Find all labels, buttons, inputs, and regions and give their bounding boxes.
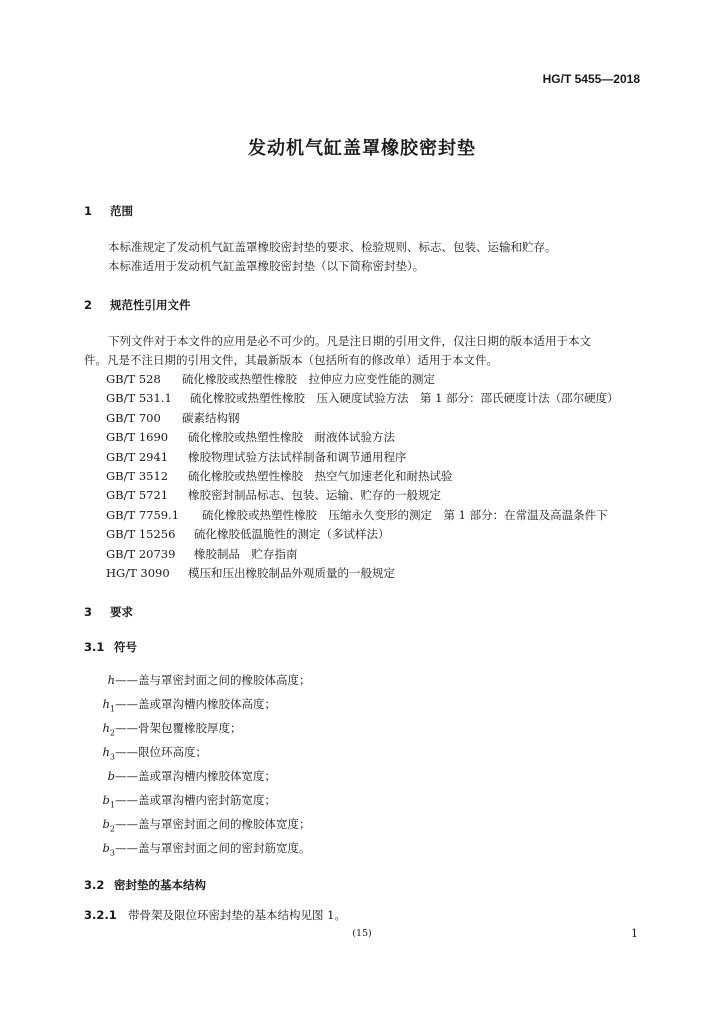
symbol-item	[84, 671, 656, 695]
symbol-item	[84, 767, 656, 791]
section-2-heading	[84, 297, 656, 313]
reference-item	[84, 428, 656, 447]
reference-title: 硫化橡胶或热塑性橡胶 耐液体试验方法	[188, 430, 395, 445]
symbol-item	[84, 719, 656, 743]
section-title: 规范性引用文件	[110, 298, 191, 312]
section-number: 3.2.1	[84, 907, 117, 922]
reference-code: HG/T 3090	[106, 566, 170, 581]
page-number: 1	[631, 927, 638, 940]
reference-item	[84, 448, 656, 467]
document-title: 发动机气缸盖罩橡胶密封垫	[248, 138, 476, 159]
reference-title: 橡胶物理试验方法试样制备和调节通用程序	[188, 449, 407, 464]
symbol-description: ——盖与罩密封面之间的橡胶体宽度；	[115, 816, 311, 831]
reference-item	[84, 506, 656, 525]
section-number: 2	[84, 298, 93, 312]
reference-title: 硫化橡胶或热塑性橡胶 压缩永久变形的测定 第 1 部分：在常温及高温条件下	[202, 507, 608, 522]
symbol-description: ——限位环高度；	[115, 745, 207, 760]
reference-item	[84, 409, 656, 428]
reference-code: GB/T 2941	[106, 449, 169, 464]
reference-code: GB/T 20739	[106, 546, 176, 561]
symbol-list	[84, 671, 656, 862]
reference-title: 硫化橡胶或热塑性橡胶 压入硬度试验方法 第 1 部分：邵氏硬度计法（邵尔硬度）	[190, 391, 619, 406]
symbol: $h_1$	[102, 697, 115, 714]
page-footer-number: (15)	[352, 928, 372, 939]
reference-title: 硫化橡胶或热塑性橡胶 拉伸应力应变性能的测定	[182, 372, 435, 386]
reference-title: 橡胶制品 贮存指南	[194, 546, 298, 561]
scope-paragraph-2: 本标准适用于发动机气缸盖罩橡胶密封垫（以下简称密封垫）。	[108, 259, 425, 273]
section-1-heading	[84, 203, 656, 219]
reference-item	[84, 467, 656, 486]
symbol: $b_2$	[102, 816, 115, 834]
reference-item	[84, 370, 656, 389]
symbol-item	[84, 791, 656, 815]
section-title: 密封垫的基本结构	[114, 877, 206, 892]
reference-code: GB/T 15256	[106, 527, 176, 542]
section-title: 符号	[114, 640, 137, 655]
symbol-item	[84, 743, 656, 767]
reference-code: GB/T 528	[106, 372, 161, 386]
reference-title: 碳素结构钢	[182, 410, 240, 425]
reference-code: GB/T 3512	[106, 469, 169, 484]
reference-title: 硫化橡胶低温脆性的测定（多试样法）	[194, 527, 390, 542]
symbol-description: ——盖或罩沟槽内密封筋宽度；	[115, 792, 276, 807]
reference-code: GB/T 1690	[106, 430, 169, 445]
section-text: 带骨架及限位环密封垫的基本结构见图 1。	[128, 907, 346, 922]
symbol: $b_1$	[102, 792, 115, 810]
section-3-2-1	[84, 907, 656, 923]
document-body	[84, 203, 656, 923]
symbol: $h_3$	[102, 745, 115, 762]
reference-item	[84, 545, 656, 564]
symbol-item	[84, 839, 656, 863]
symbol: b	[107, 769, 115, 784]
scope-paragraph-1: 本标准规定了发动机气缸盖罩橡胶密封垫的要求、检验规则、标志、包装、运输和贮存。	[108, 240, 557, 254]
reference-item	[84, 389, 656, 408]
symbol: $b_3$	[102, 840, 115, 857]
section-title: 要求	[110, 605, 133, 620]
symbol: h	[107, 673, 115, 688]
reference-list	[84, 370, 656, 583]
symbol-description: ——盖与罩密封面之间的密封筋宽度。	[115, 840, 311, 855]
reference-code: GB/T 531.1	[106, 391, 172, 406]
symbol-item	[84, 695, 656, 719]
section-3-2-heading	[84, 877, 656, 893]
section-3-heading	[84, 604, 656, 620]
section-number: 1	[84, 204, 93, 218]
section-3-1-heading	[84, 639, 656, 655]
section-number: 3	[84, 605, 93, 620]
standard-code: HG/T 5455—2018	[542, 72, 640, 86]
reference-title: 模压和压出橡胶制品外观质量的一般规定	[188, 566, 395, 581]
reference-title: 橡胶密封制品标志、包装、运输、贮存的一般规定	[188, 488, 441, 503]
symbol-item	[84, 815, 656, 839]
section-number: 3.1	[84, 640, 105, 655]
section-number: 3.2	[84, 877, 105, 892]
reference-item	[84, 486, 656, 505]
symbol-description: ——骨架包覆橡胶厚度；	[115, 721, 242, 736]
symbol-description: ——盖或罩沟槽内橡胶体高度；	[115, 697, 276, 712]
reference-code: GB/T 700	[106, 410, 161, 425]
symbol-description: ——盖与罩密封面之间的橡胶体高度；	[115, 673, 311, 688]
reference-code: GB/T 5721	[106, 488, 169, 503]
reference-item	[84, 525, 656, 544]
references-intro-line-2: 件。凡是不注日期的引用文件，其最新版本（包括所有的修改单）适用于本文件。	[84, 353, 498, 367]
reference-item	[84, 564, 656, 583]
symbol-description: ——盖或罩沟槽内橡胶体宽度；	[115, 769, 276, 784]
references-intro-line-1: 下列文件对于本文件的应用是必不可少的。凡是注日期的引用文件，仅注日期的版本适用于本文	[108, 334, 591, 348]
reference-title: 硫化橡胶或热塑性橡胶 热空气加速老化和耐热试验	[188, 469, 453, 484]
section-title: 范围	[110, 204, 133, 218]
reference-code: GB/T 7759.1	[106, 507, 180, 522]
symbol: $h_2$	[102, 721, 115, 738]
